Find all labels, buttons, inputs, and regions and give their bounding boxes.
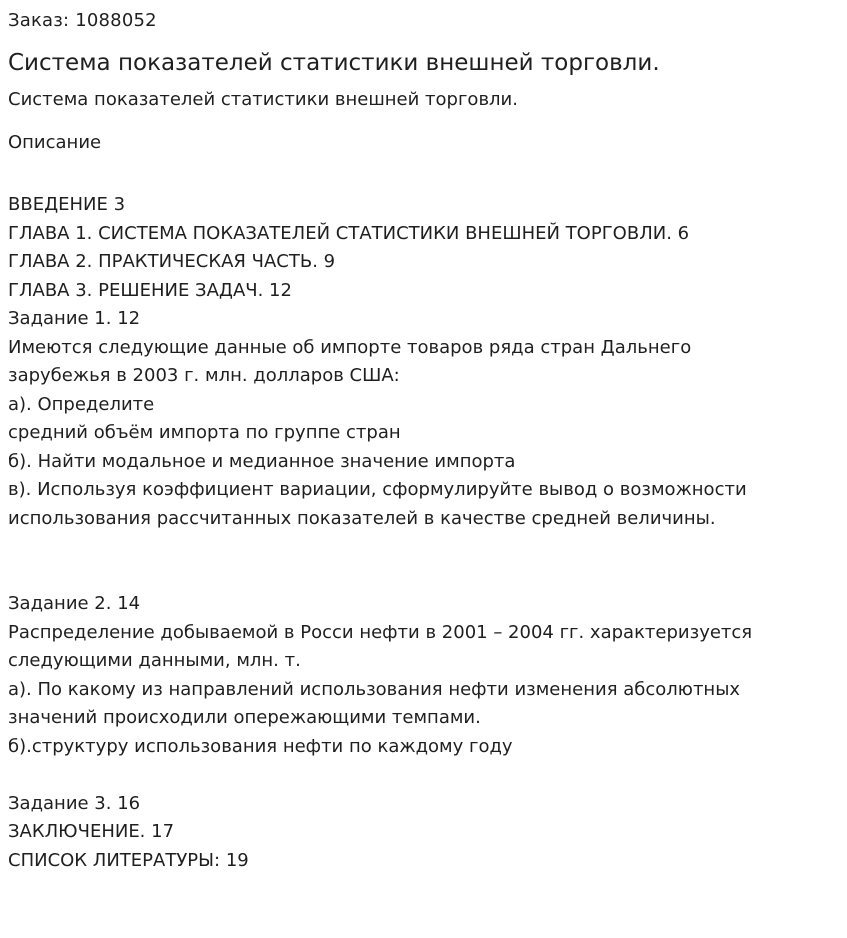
- chapter-2-line: ГЛАВА 2. ПРАКТИЧЕСКАЯ ЧАСТЬ. 9: [8, 251, 336, 272]
- task-1-text-line: средний объём импорта по группе стран: [8, 422, 401, 443]
- task-1-text-line: а). Определите: [8, 393, 155, 415]
- task-1-text-line: использования рассчитанных показателей в качестве средней величины.: [8, 507, 716, 529]
- task-2-text-line: Распределение добываемой в Росси нефти в 2001 – 2004 гг. характеризуется: [8, 621, 753, 643]
- task-1-line: Задание 1. 12: [8, 308, 141, 329]
- description-heading: Описание: [8, 132, 102, 153]
- page-title: Система показателей статистики внешней торговли.: [8, 50, 660, 76]
- task-1-text-line: зарубежья в 2003 г. млн. долларов США:: [8, 365, 400, 386]
- task-1-text-line: в). Используя коэффициент вариации, сформулируйте вывод о возможности: [8, 479, 747, 500]
- page-subtitle: Система показателей статистики внешней торговли.: [8, 89, 518, 110]
- task-1-text-line: б). Найти модальное и медианное значение импорта: [8, 450, 516, 472]
- intro-line: ВВЕДЕНИЕ 3: [8, 194, 126, 215]
- task-2-text-line: а). По какому из направлений использования нефти изменения абсолютных: [8, 678, 741, 700]
- blank-line: [8, 533, 828, 562]
- order-number: Заказ: 1088052: [8, 10, 157, 31]
- task-1-text-line: Имеются следующие данные об импорте товаров ряда стран Дальнего: [8, 336, 692, 358]
- task-2-text-line: следующими данными, млн. т.: [8, 650, 301, 671]
- task-2-line: Задание 2. 14: [8, 593, 141, 614]
- chapter-3-line: ГЛАВА 3. РЕШЕНИЕ ЗАДАЧ. 12: [8, 279, 292, 301]
- chapter-1-line: ГЛАВА 1. СИСТЕМА ПОКАЗАТЕЛЕЙ СТАТИСТИКИ ВНЕШНЕЙ ТОРГОВЛИ. 6: [8, 222, 690, 244]
- blank-line: [8, 761, 828, 790]
- conclusion-line: ЗАКЛЮЧЕНИЕ. 17: [8, 821, 175, 842]
- task-2-text-line: б).структуру использования нефти по каждому году: [8, 735, 513, 757]
- description-content: [8, 191, 828, 875]
- bibliography-line: СПИСОК ЛИТЕРАТУРЫ: 19: [8, 849, 249, 871]
- task-2-text-line: значений происходили опережающими темпами.: [8, 707, 481, 728]
- task-3-line: Задание 3. 16: [8, 792, 141, 814]
- blank-line: [8, 562, 828, 591]
